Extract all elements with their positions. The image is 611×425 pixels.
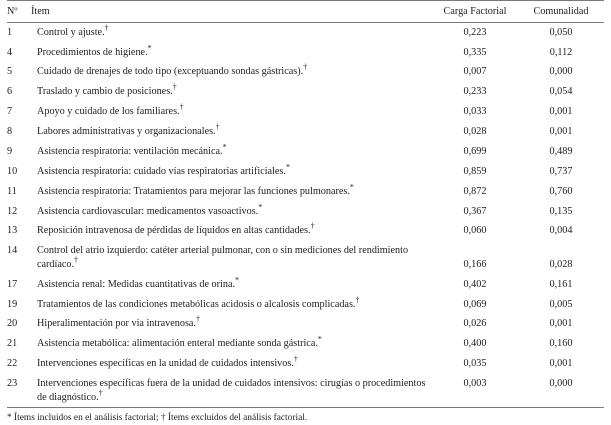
item-footnote-marker: * [317, 334, 322, 344]
row-carga-factorial-value: 0,400 [463, 338, 487, 350]
table-row [7, 334, 604, 354]
row-item-label: Control y ajuste.† [37, 23, 109, 38]
table-row [7, 43, 604, 63]
row-comunalidad-value: 0,028 [549, 258, 573, 270]
table-row [7, 314, 604, 334]
item-footnote-marker: † [310, 221, 315, 231]
column-header-carga-factorial: Carga Factorial [443, 6, 507, 17]
row-carga-factorial-value: 0,872 [463, 185, 487, 197]
row-carga-factorial-value: 0,028 [463, 126, 487, 138]
row-comunalidad-value: 0,489 [549, 145, 573, 157]
table-row [7, 201, 604, 221]
row-item-label: Asistencia renal: Medidas cuantitativas de orina.* [37, 275, 240, 290]
row-comunalidad-value: 0,001 [549, 106, 573, 118]
item-footnote-marker: † [355, 295, 360, 305]
row-number: 11 [7, 185, 17, 197]
row-comunalidad-value: 0,000 [549, 66, 573, 78]
item-footnote-marker: * [285, 162, 290, 172]
item-footnote-marker: † [179, 102, 184, 112]
row-number: 6 [7, 86, 13, 98]
row-item-label: Cuidado de drenajes de todo tipo (exceptuando sondas gástricas).† [37, 63, 308, 78]
row-number: 23 [7, 378, 18, 390]
item-footnote-marker: † [172, 82, 177, 92]
item-footnote-marker: † [293, 354, 298, 364]
table-row [7, 162, 604, 182]
table-row [7, 275, 604, 295]
row-carga-factorial-value: 0,069 [463, 298, 487, 310]
row-comunalidad-value: 0,001 [549, 318, 573, 330]
row-number: 17 [7, 278, 18, 290]
row-carga-factorial-value: 0,699 [463, 145, 487, 157]
row-comunalidad-value: 0,000 [549, 378, 573, 390]
item-footnote-marker: * [222, 142, 227, 152]
row-carga-factorial-value: 0,223 [463, 26, 487, 38]
row-carga-factorial-value: 0,859 [463, 165, 487, 177]
table-row [7, 374, 604, 408]
item-footnote-marker: † [74, 255, 79, 265]
table-row [7, 221, 604, 241]
row-carga-factorial-value: 0,233 [463, 86, 487, 98]
row-item-label: Tratamientos de las condiciones metabólicas acidosis o alcalosis complicadas.† [37, 295, 360, 310]
item-footnote-marker: * [235, 275, 240, 285]
row-item-label: Apoyo y cuidado de los familiares.† [37, 102, 184, 118]
row-item-label: Asistencia respiratoria: Tratamientos para mejorar las funciones pulmonares.* [37, 182, 354, 197]
item-footnote-marker: † [215, 122, 220, 132]
table-row [7, 122, 604, 142]
item-footnote-marker: * [349, 182, 354, 192]
row-comunalidad-value: 0,001 [549, 126, 573, 138]
row-item-label: Intervenciones específicas en la unidad de cuidados intensivos.† [37, 354, 298, 370]
row-number: 20 [7, 318, 18, 330]
table-row [7, 62, 604, 82]
row-carga-factorial-value: 0,060 [463, 225, 487, 237]
row-comunalidad-value: 0,112 [549, 46, 573, 58]
row-comunalidad-value: 0,050 [549, 26, 573, 38]
column-header-number: Nº [7, 6, 18, 17]
table-row [7, 182, 604, 202]
row-number: 5 [7, 66, 13, 78]
item-footnote-marker: † [98, 388, 103, 398]
row-carga-factorial-value: 0,003 [463, 378, 487, 390]
row-comunalidad-value: 0,004 [549, 225, 573, 237]
row-comunalidad-value: 0,760 [549, 185, 573, 197]
row-number: 9 [7, 145, 13, 157]
row-comunalidad-value: 0,737 [549, 165, 573, 177]
row-number: 19 [7, 298, 18, 310]
row-number: 1 [7, 26, 13, 38]
row-item-label: Procedimientos de higiene.* [37, 43, 152, 58]
row-item-label: Asistencia cardiovascular: medicamentos vasoactivos.* [37, 202, 263, 217]
row-item-label: Intervenciones específicas fuera de la unidad de cuidados intensivos: cirugías o procedimientos de diagnóstico.† [37, 378, 426, 403]
row-comunalidad-value: 0,161 [549, 278, 573, 290]
row-carga-factorial-value: 0,367 [463, 205, 487, 217]
table-header-row [7, 1, 604, 23]
row-number: 12 [7, 205, 18, 217]
row-carga-factorial-value: 0,402 [463, 278, 487, 290]
row-item-label: Labores administrativas y organizacionales.† [37, 122, 220, 138]
column-header-item: Ítem [31, 6, 50, 17]
row-carga-factorial-value: 0,166 [463, 258, 487, 270]
row-carga-factorial-value: 0,026 [463, 318, 487, 330]
row-item-label: Asistencia metabólica: alimentación enteral mediante sonda gástrica.* [37, 334, 322, 350]
item-footnote-marker: † [104, 23, 109, 33]
row-item-label: Asistencia respiratoria: ventilación mecánica.* [37, 142, 227, 157]
row-number: 14 [7, 245, 18, 257]
row-item-label: Asistencia respiratoria: cuidado vías respiratorias artificiales.* [37, 162, 290, 177]
row-item-label: Hiperalimentación por via intravenosa.† [37, 315, 200, 330]
row-item-label: Control del atrio izquierdo: catéter arterial pulmonar, con o sin mediciones del rendimiento cardíaco.† [37, 245, 409, 270]
item-footnote-marker: * [147, 43, 152, 53]
item-footnote-marker: * [258, 202, 263, 212]
row-carga-factorial-value: 0,035 [463, 358, 487, 370]
table-header [7, 1, 604, 23]
row-comunalidad-value: 0,001 [549, 358, 573, 370]
table-body [7, 22, 604, 408]
item-footnote-marker: † [303, 63, 308, 73]
row-number: 13 [7, 225, 18, 237]
table-footnote: * Ítems incluidos en el análisis factorial; † Ítems excluidos del análisis factorial. [7, 413, 308, 424]
row-number: 10 [7, 165, 18, 177]
row-number: 7 [7, 106, 13, 118]
row-comunalidad-value: 0,005 [549, 298, 573, 310]
column-header-comunalidad: Comunalidad [533, 6, 589, 17]
item-footnote-marker: † [195, 315, 200, 325]
table-row [7, 22, 604, 42]
table-row [7, 82, 604, 102]
row-number: 4 [7, 46, 13, 58]
factor-analysis-table [7, 0, 604, 408]
table-row [7, 354, 604, 374]
row-item-label: Traslado y cambio de posiciones.† [37, 82, 177, 98]
row-number: 8 [7, 126, 13, 138]
table-row [7, 295, 604, 315]
row-carga-factorial-value: 0,335 [463, 46, 487, 58]
row-number: 22 [7, 358, 18, 370]
row-comunalidad-value: 0,054 [549, 86, 573, 98]
row-number: 21 [7, 338, 18, 350]
row-comunalidad-value: 0,160 [549, 338, 573, 350]
row-comunalidad-value: 0,135 [549, 205, 573, 217]
row-carga-factorial-value: 0,033 [463, 106, 487, 118]
row-carga-factorial-value: 0,007 [463, 66, 487, 78]
table-row [7, 102, 604, 122]
table-row [7, 241, 604, 275]
row-item-label: Reposición intravenosa de pérdidas de líquidos en altas cantidades.† [37, 221, 315, 237]
table-row [7, 142, 604, 162]
